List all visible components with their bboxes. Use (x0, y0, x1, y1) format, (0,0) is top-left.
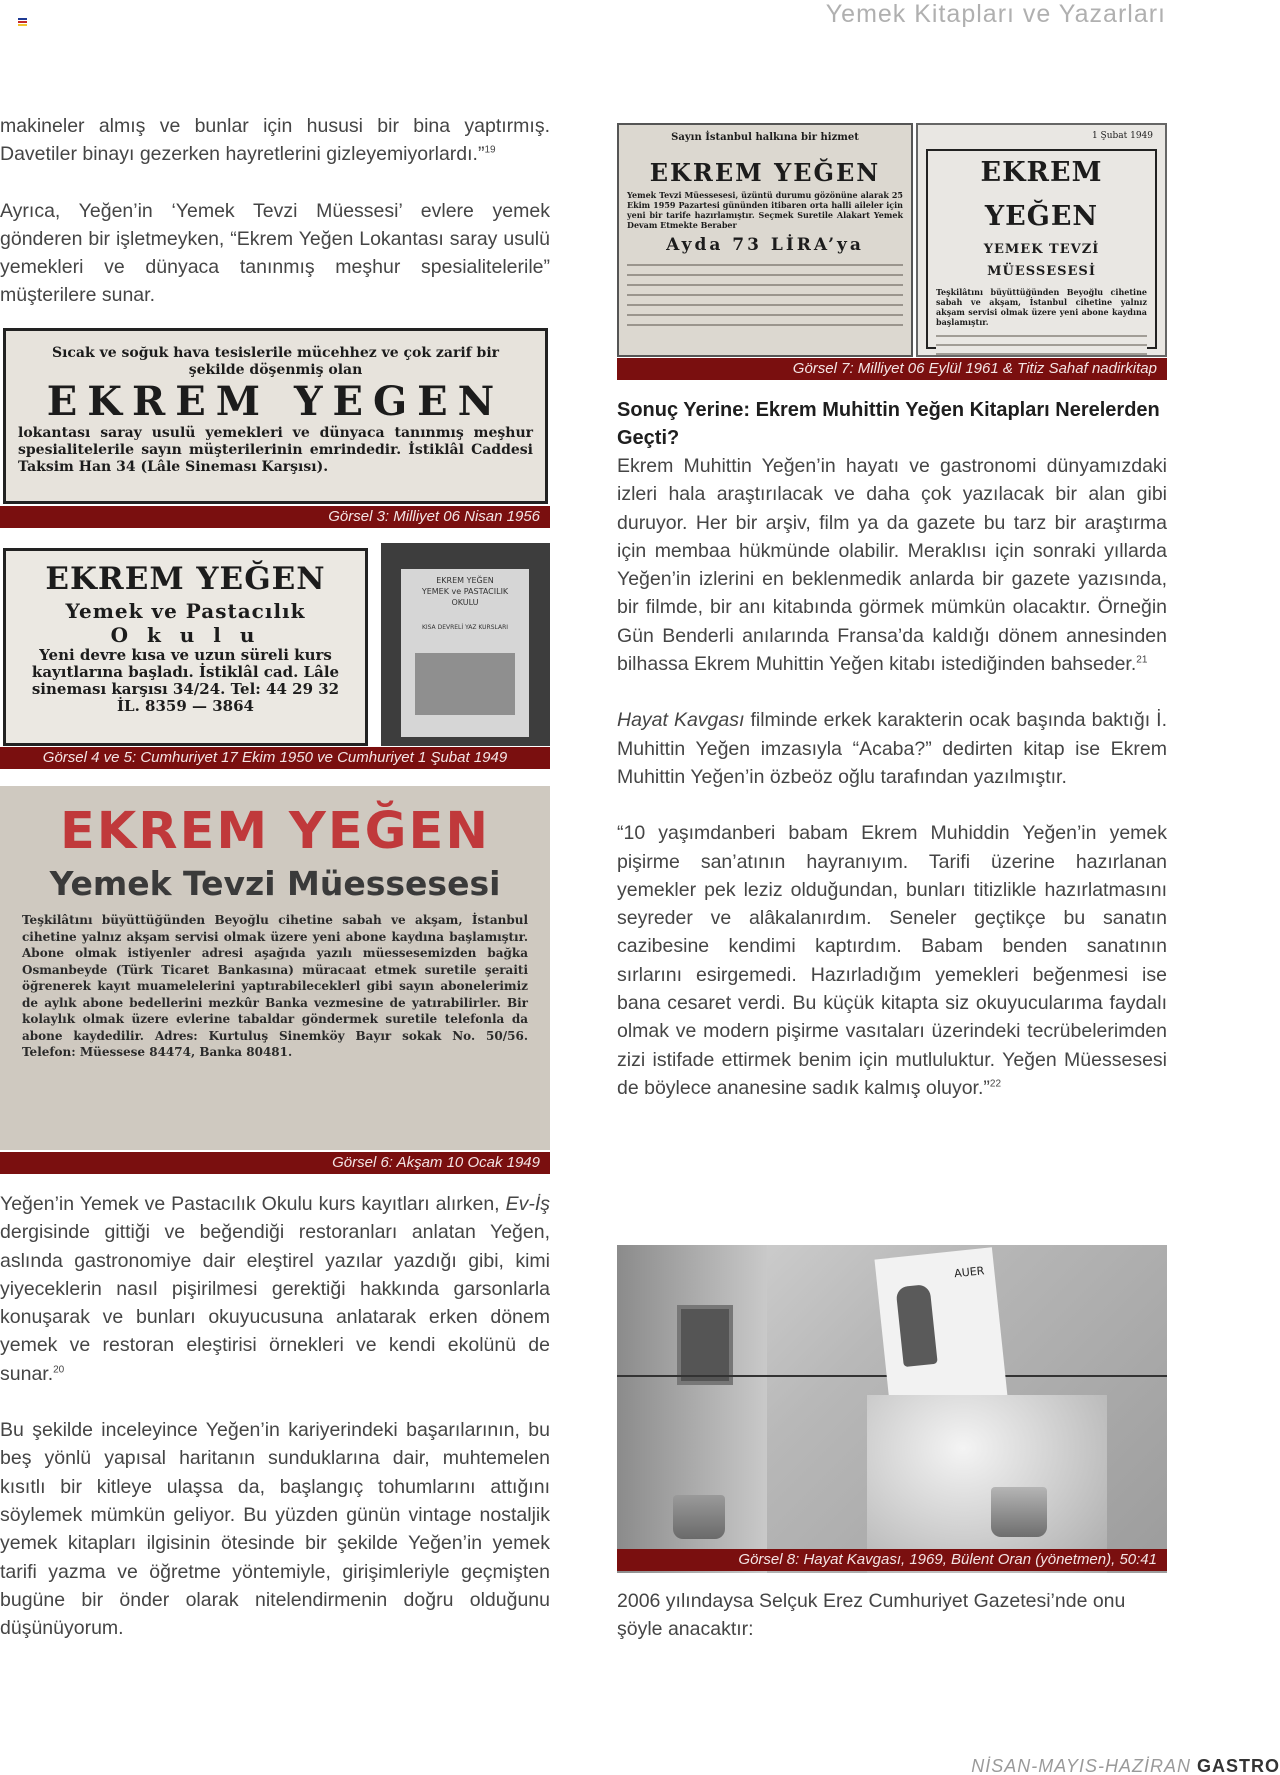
g3-name: EKREM YEGEN (46, 378, 505, 425)
book-cover (401, 569, 529, 737)
logo-bar-blue (18, 18, 27, 20)
figure-5-book-photo (381, 543, 550, 746)
g7a-body: Yemek Tevzi Müessesesi, üzüntü durumu gözönüne alarak 25 Ekim 1959 Pazartesi gününden itibaren orta halli aileler için yeni bir tarife hazırlamıştır. Seçmek Suretile Alakart Yemek Devam Etmekte Beraber (627, 190, 903, 230)
figure-3-caption: Görsel 3: Milliyet 06 Nisan 1956 (0, 506, 550, 528)
right-paragraph-1: Ekrem Muhittin Yeğen’in hayatı ve gastronomi dünyamızdaki izleri hala araştırılacak ve daha çok yazılacak bir alan gibi duruyor. Her bir arşiv, film ya da gazete bu tarz bir araştırma için membaa hükmünde olabilir. Meraklısı için sonraki yıllarda Yeğen’in izlerini en beklenmedik anlarda bir gazete yazısında, bir filmde, bir anı kitabında görmek mümkün olacaktır. Örneğin Gün Benderli anılarında Fransa’da kaldığı dönem annesinden bilhassa Ekrem Muhittin Yeğen kitabı istediğinden bahseder.$^{21}$ (617, 455, 1167, 676)
right-paragraph-4: 2006 yılındaysa Selçuk Erez Cumhuriyet Gazetesi’nde onu şöyle anacaktır: (617, 1590, 1126, 1641)
right-text (617, 396, 1167, 1102)
g6-body: Teşkilâtını büyüttüğünden Beyoğlu cihetine sabah ve akşam, İstanbul cihetine yalnız akşam servisi olmak üzere yeni abone kaydına başlamıştır. Abone olmak istiyenler adresi aşağıda yazılı müessesemizden bağka Osmanbeyde (Türk Ticaret Bankasına) müracaat etmek suretile şeraiti öğrenerek kayıt muamelelerini yaptırabileceklerl gibi sayın abonelerimiz de aylık abone bedellerini mezkûr Banka vezmesine de yatırabilirler. Bir kolaylık olmak üzere evlerine tabaldar göndermek suretile telefonla da abone kaydedilir. Adres: Kurtuluş Sinemköy Bayır sokak No. 50/56. Telefon: Müessese 84474, Banka 80481. (22, 913, 528, 1059)
book-title-2: YEMEK ve PASTACILIK (421, 587, 509, 596)
figure-6-clipping (0, 786, 550, 1150)
g4-name: EKREM YEĞEN (45, 561, 326, 597)
g7a-price: Ayda 73 LİRA’ya (666, 235, 864, 255)
still-book-figure (896, 1284, 938, 1367)
left-paragraph-1: makineler almış ve bunlar için hususi bir bina yaptırmış. Davetiler binayı gezerken hayretlerini gizleyemiyorlardı.”$^{19}$ (0, 115, 550, 166)
footnote-ref[interactable]: 19 (484, 144, 496, 156)
g4-sub2: O k u l u (110, 623, 261, 647)
g7b-sub: YEMEK TEVZİ MÜESSESESİ (983, 242, 1100, 279)
logo-bar-red (18, 21, 27, 23)
figure-7-caption: Görsel 7: Milliyet 06 Eylül 1961 & Titiz Sahaf nadirkitap (617, 358, 1167, 380)
figure-8-film-still (617, 1245, 1167, 1573)
still-pot-right (991, 1487, 1047, 1537)
section-heading: Sonuç Yerine: Ekrem Muhittin Yeğen Kitapları Nerelerden Geçti? (617, 399, 1160, 449)
g7a-name: EKREM YEĞEN (649, 158, 881, 187)
left-paragraph-2: Ayrıca, Yeğen’in ‘Yemek Tevzi Müessesi’ evlere yemek gönderen bir işletmeyken, “Ekrem Yeğen Lokantası saray usulü yemekleri ve dünyaca tanınmış meşhur spesialitelerile” müşterilere sunar. (0, 199, 550, 307)
footnote-ref[interactable]: 22 (989, 1078, 1002, 1090)
left-paragraph-3: Yeğen’in Yemek ve Pastacılık Okulu kurs kayıtları alırken, Ev-İş dergisinde gittiği ve beğendiği restoranları anlatan Yeğen, aslında gastronomiye dair eleştirel yazılar yazdığı gibi, kimi yiyeceklerin nasıl pişirilmesi gerektiği hakkında garsonlarla konuşarak ve bunları okuyucusuna anlatarak erken dönem yemek ve restoran eleştirisi örnekleri ve kendi ekolünü de sunar.$^{20}$ (0, 1193, 551, 1385)
right-paragraph-2: Hayat Kavgası filminde erkek karakterin ocak başında baktığı İ. Muhittin Yeğen imzasıyla “Acaba?” dedirten kitap ise Ekrem Muhittin Yeğen’in özbeöz oğlu tarafından yazılmıştır. (617, 709, 1167, 788)
section-title: Yemek Kitapları ve Yazarları (825, 0, 1166, 28)
book-cover-image (415, 653, 515, 715)
still-book-label: AUER (953, 1264, 985, 1281)
figure-4-5-caption: Görsel 4 ve 5: Cumhuriyet 17 Ekim 1950 ve Cumhuriyet 1 Şubat 1949 (0, 747, 550, 769)
page-footer (971, 1756, 1280, 1775)
footer-issue: NİSAN-MAYIS-HAZİRAN (971, 1756, 1191, 1775)
book-title-1: EKREM YEĞEN (436, 576, 494, 585)
figure-4-clipping (3, 548, 368, 746)
g3-line1: Sıcak ve soğuk hava tesislerile mücehhez ve çok zarif bir (51, 345, 500, 361)
g7b-frame (926, 149, 1157, 349)
g7a-head: Sayın İstanbul halkına bir hizmet (671, 132, 859, 143)
footer-brand: GASTRO (1196, 1756, 1280, 1775)
header-logo-mark (18, 18, 27, 27)
figure-6-caption: Görsel 6: Akşam 10 Ocak 1949 (0, 1152, 550, 1174)
g6-sub: Yemek Tevzi Müessesesi (49, 864, 501, 903)
g3-line2: şekilde döşenmiş olan (188, 362, 363, 378)
g6-name: EKREM YEĞEN (59, 802, 491, 861)
figure-7-clipping-b (916, 123, 1167, 357)
g7b-text-lines (936, 331, 1147, 357)
left-intro (0, 112, 550, 310)
still-book (874, 1247, 1007, 1409)
book-subtitle: KISA DEVRELİ YAZ KURSLARI (421, 624, 509, 631)
figure-8-caption: Görsel 8: Hayat Kavgası, 1969, Bülent Oran (yönetmen), 50:41 (617, 1549, 1167, 1571)
still-pot-left (673, 1495, 725, 1539)
left-lower (0, 1190, 550, 1642)
g7a-text-lines (627, 260, 903, 330)
footnote-ref[interactable]: 20 (53, 1364, 65, 1376)
right-paragraph-3: “10 yaşımdanberi babam Ekrem Muhiddin Yeğen’in yemek pişirme san’atının hayranıyım. Tarifi üzerine hazırlanan yemekler pek leziz olduğundan, bunları titizlikle hazırlatmasını seyreder ve alâkalanırdım. Seneler geçtikçe bu sanatın cazibesine kendimi kaptırdım. Babam benden sanatının sırlarını esirgemedi. Hazırladığım yemekleri beğenmesi ise bana cesaret verdi. Bu küçük kitapta siz okuyucularıma faydalı olmak ve modern pişirme vasıtaları üzerindeki tecrübelerimden zizi istifade ettirmek benim için mutluluktur. Yeğen Müessesesi de böylece ananesine sadık kalmış oluyor.”$^{22}$ (617, 822, 1167, 1099)
g7b-body: Teşkilâtını büyüttüğünden Beyoğlu cihetine sabah ve akşam, İstanbul cihetine yalnız akşam servisi olmak üzere yeni abone kaydına başlamıştır. (936, 287, 1147, 327)
book-title-3: OKULU (451, 598, 479, 607)
right-closing (617, 1587, 1167, 1644)
g4-sub1: Yemek ve Pastacılık (65, 599, 306, 623)
figure-7-clipping-a (617, 123, 913, 357)
left-paragraph-4: Bu şekilde inceleyince Yeğen’in kariyerindeki başarılarının, bu beş yönlü yapısal haritanın sunduklarına dair, muhtemelen kısıtlı bir kitleye ulaşsa da, başlangıç tohumlarını attığını söylemek mümkün geliyor. Bu yüzden günün vintage nostaljik yemek kitapları ilgisinin ötesinde bir şekilde Yeğen’in yemek tarifi yazma ve öğretme yöntemiyle, girişimleriyle geçmişten bugüne bir önder olarak nitelendirmenin doğru olduğunu düşünüyorum. (0, 1419, 550, 1640)
footnote-ref[interactable]: 21 (1136, 654, 1148, 666)
g4-body: Yeni devre kısa ve uzun süreli kurs kayıtlarına başladı. İstiklâl cad. Lâle sineması karşısı 34/24. Tel: 44 29 32 (31, 646, 340, 698)
g7b-date: 1 Şubat 1949 (1091, 131, 1153, 141)
g7b-name: EKREM YEĞEN (980, 157, 1103, 232)
g3-body: lokantası saray usulü yemekleri ve dünyaca tanınmış meşhur spesialitelerile sayın müşterilerinin emrindedir. İstiklâl Caddesi Taksim Han 34 (Lâle Sineması Karşısı). (18, 425, 533, 475)
g4-il: İL. 8359 — 3864 (117, 697, 254, 715)
logo-bar-yellow (18, 24, 27, 26)
figure-3-clipping (3, 328, 548, 504)
still-portrait-frame (677, 1305, 733, 1385)
still-chef-coat (867, 1395, 1107, 1573)
